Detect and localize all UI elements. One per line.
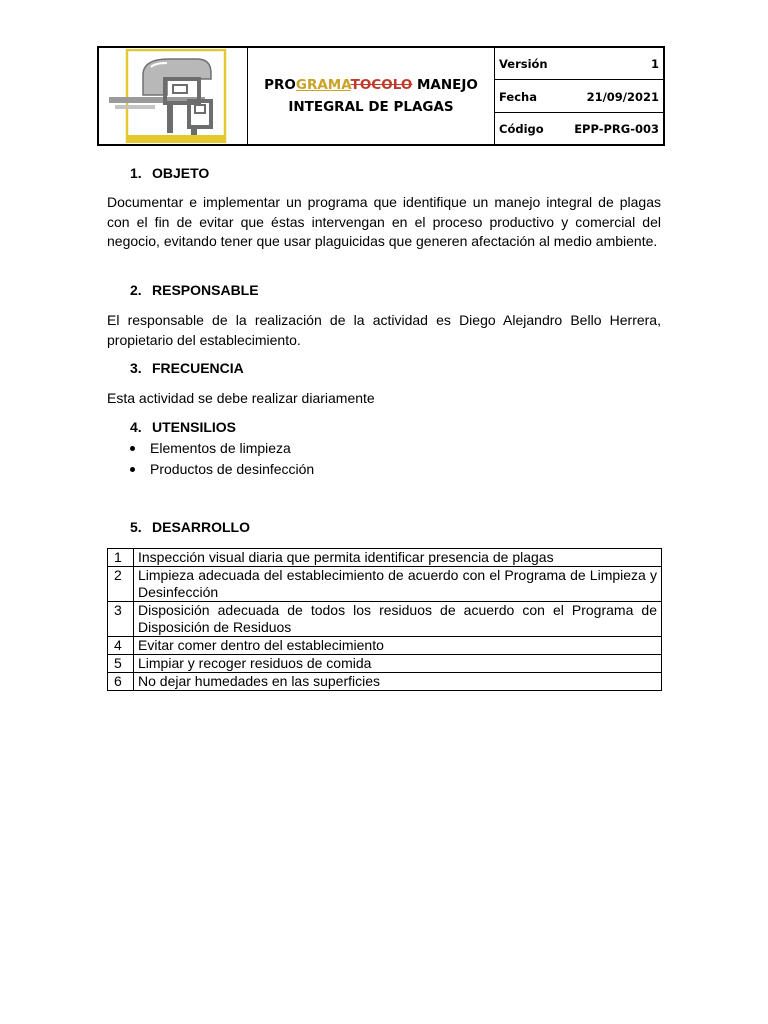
utensilios-list [130,438,314,480]
row-text: Inspección visual diaria que permita identificar presencia de plagas [134,549,662,567]
row-text: Limpieza adecuada del establecimiento de acuerdo con el Programa de Limpieza y Desinfección [134,567,662,602]
title-gold-text: GRAMA [295,77,351,93]
table-row [108,567,662,602]
meta-label: Fecha [499,89,537,104]
row-number: 1 [108,549,134,567]
meta-row-version [495,48,663,80]
row-number: 3 [108,602,134,637]
row-number: 4 [108,637,134,655]
row-text: No dejar humedades en las superficies [134,673,662,691]
meta-label: Versión [499,56,548,71]
meta-row-date [495,81,663,113]
section-heading-objeto [130,165,209,181]
section-number: 1. [130,165,142,181]
title-rest: MANEJO [412,77,478,93]
list-item [130,438,314,459]
table-row [108,549,662,567]
title-line-1 [264,74,478,96]
row-number: 6 [108,673,134,691]
meta-row-code [495,114,663,144]
table-row [108,655,662,673]
section-title: FRECUENCIA [152,360,244,376]
company-logo [107,49,241,143]
row-number: 2 [108,567,134,602]
title-line-2: INTEGRAL DE PLAGAS [288,99,454,115]
document-title [248,48,495,144]
section-title: DESARROLLO [152,519,250,535]
section-number: 3. [130,360,142,376]
table-row [108,637,662,655]
section-title: OBJETO [152,165,210,181]
section-number: 4. [130,419,142,435]
meta-label: Código [499,122,544,136]
row-number: 5 [108,655,134,673]
desarrollo-table [107,548,662,691]
list-item-text: Elementos de limpieza [150,440,291,456]
objeto-paragraph: Documentar e implementar un programa que identifique un manejo integral de plagas con el fin de evitar que éstas intervengan en el proceso productivo y comercial del negocio, evitando tener que usar plaguicidas que generen afectación al medio ambiente. [107,194,661,249]
meta-value: EPP-PRG-003 [574,122,659,136]
section-heading-desarrollo [130,519,250,535]
logo-cell [99,48,248,144]
row-text: Evitar comer dentro del establecimiento [134,637,662,655]
meta-value: 21/09/2021 [586,89,659,104]
table-row [108,673,662,691]
section-heading-utensilios [130,419,236,435]
table-row [108,602,662,637]
list-item [130,459,314,480]
row-text: Limpiar y recoger residuos de comida [134,655,662,673]
document-header [97,46,665,146]
section-title: UTENSILIOS [152,419,237,435]
meta-cell [495,48,663,144]
responsable-paragraph: El responsable de la realización de la actividad es Diego Alejandro Bello Herrera, propietario del establecimiento. [107,312,661,348]
section-heading-responsable [130,282,259,298]
section-heading-frecuencia [130,360,244,376]
meta-value: 1 [650,56,659,71]
title-strike-text: TOCOLO [350,77,413,93]
frecuencia-paragraph: Esta actividad se debe realizar diariamente [107,390,375,406]
bullet-icon [130,446,135,451]
title-prefix: PRO [264,77,296,93]
section-number: 2. [130,282,142,298]
section-number: 5. [130,519,142,535]
section-title: RESPONSABLE [152,282,259,298]
row-text: Disposición adecuada de todos los residuos de acuerdo con el Programa de Disposición de Residuos [134,602,662,637]
list-item-text: Productos de desinfección [150,461,315,477]
bullet-icon [130,467,135,472]
